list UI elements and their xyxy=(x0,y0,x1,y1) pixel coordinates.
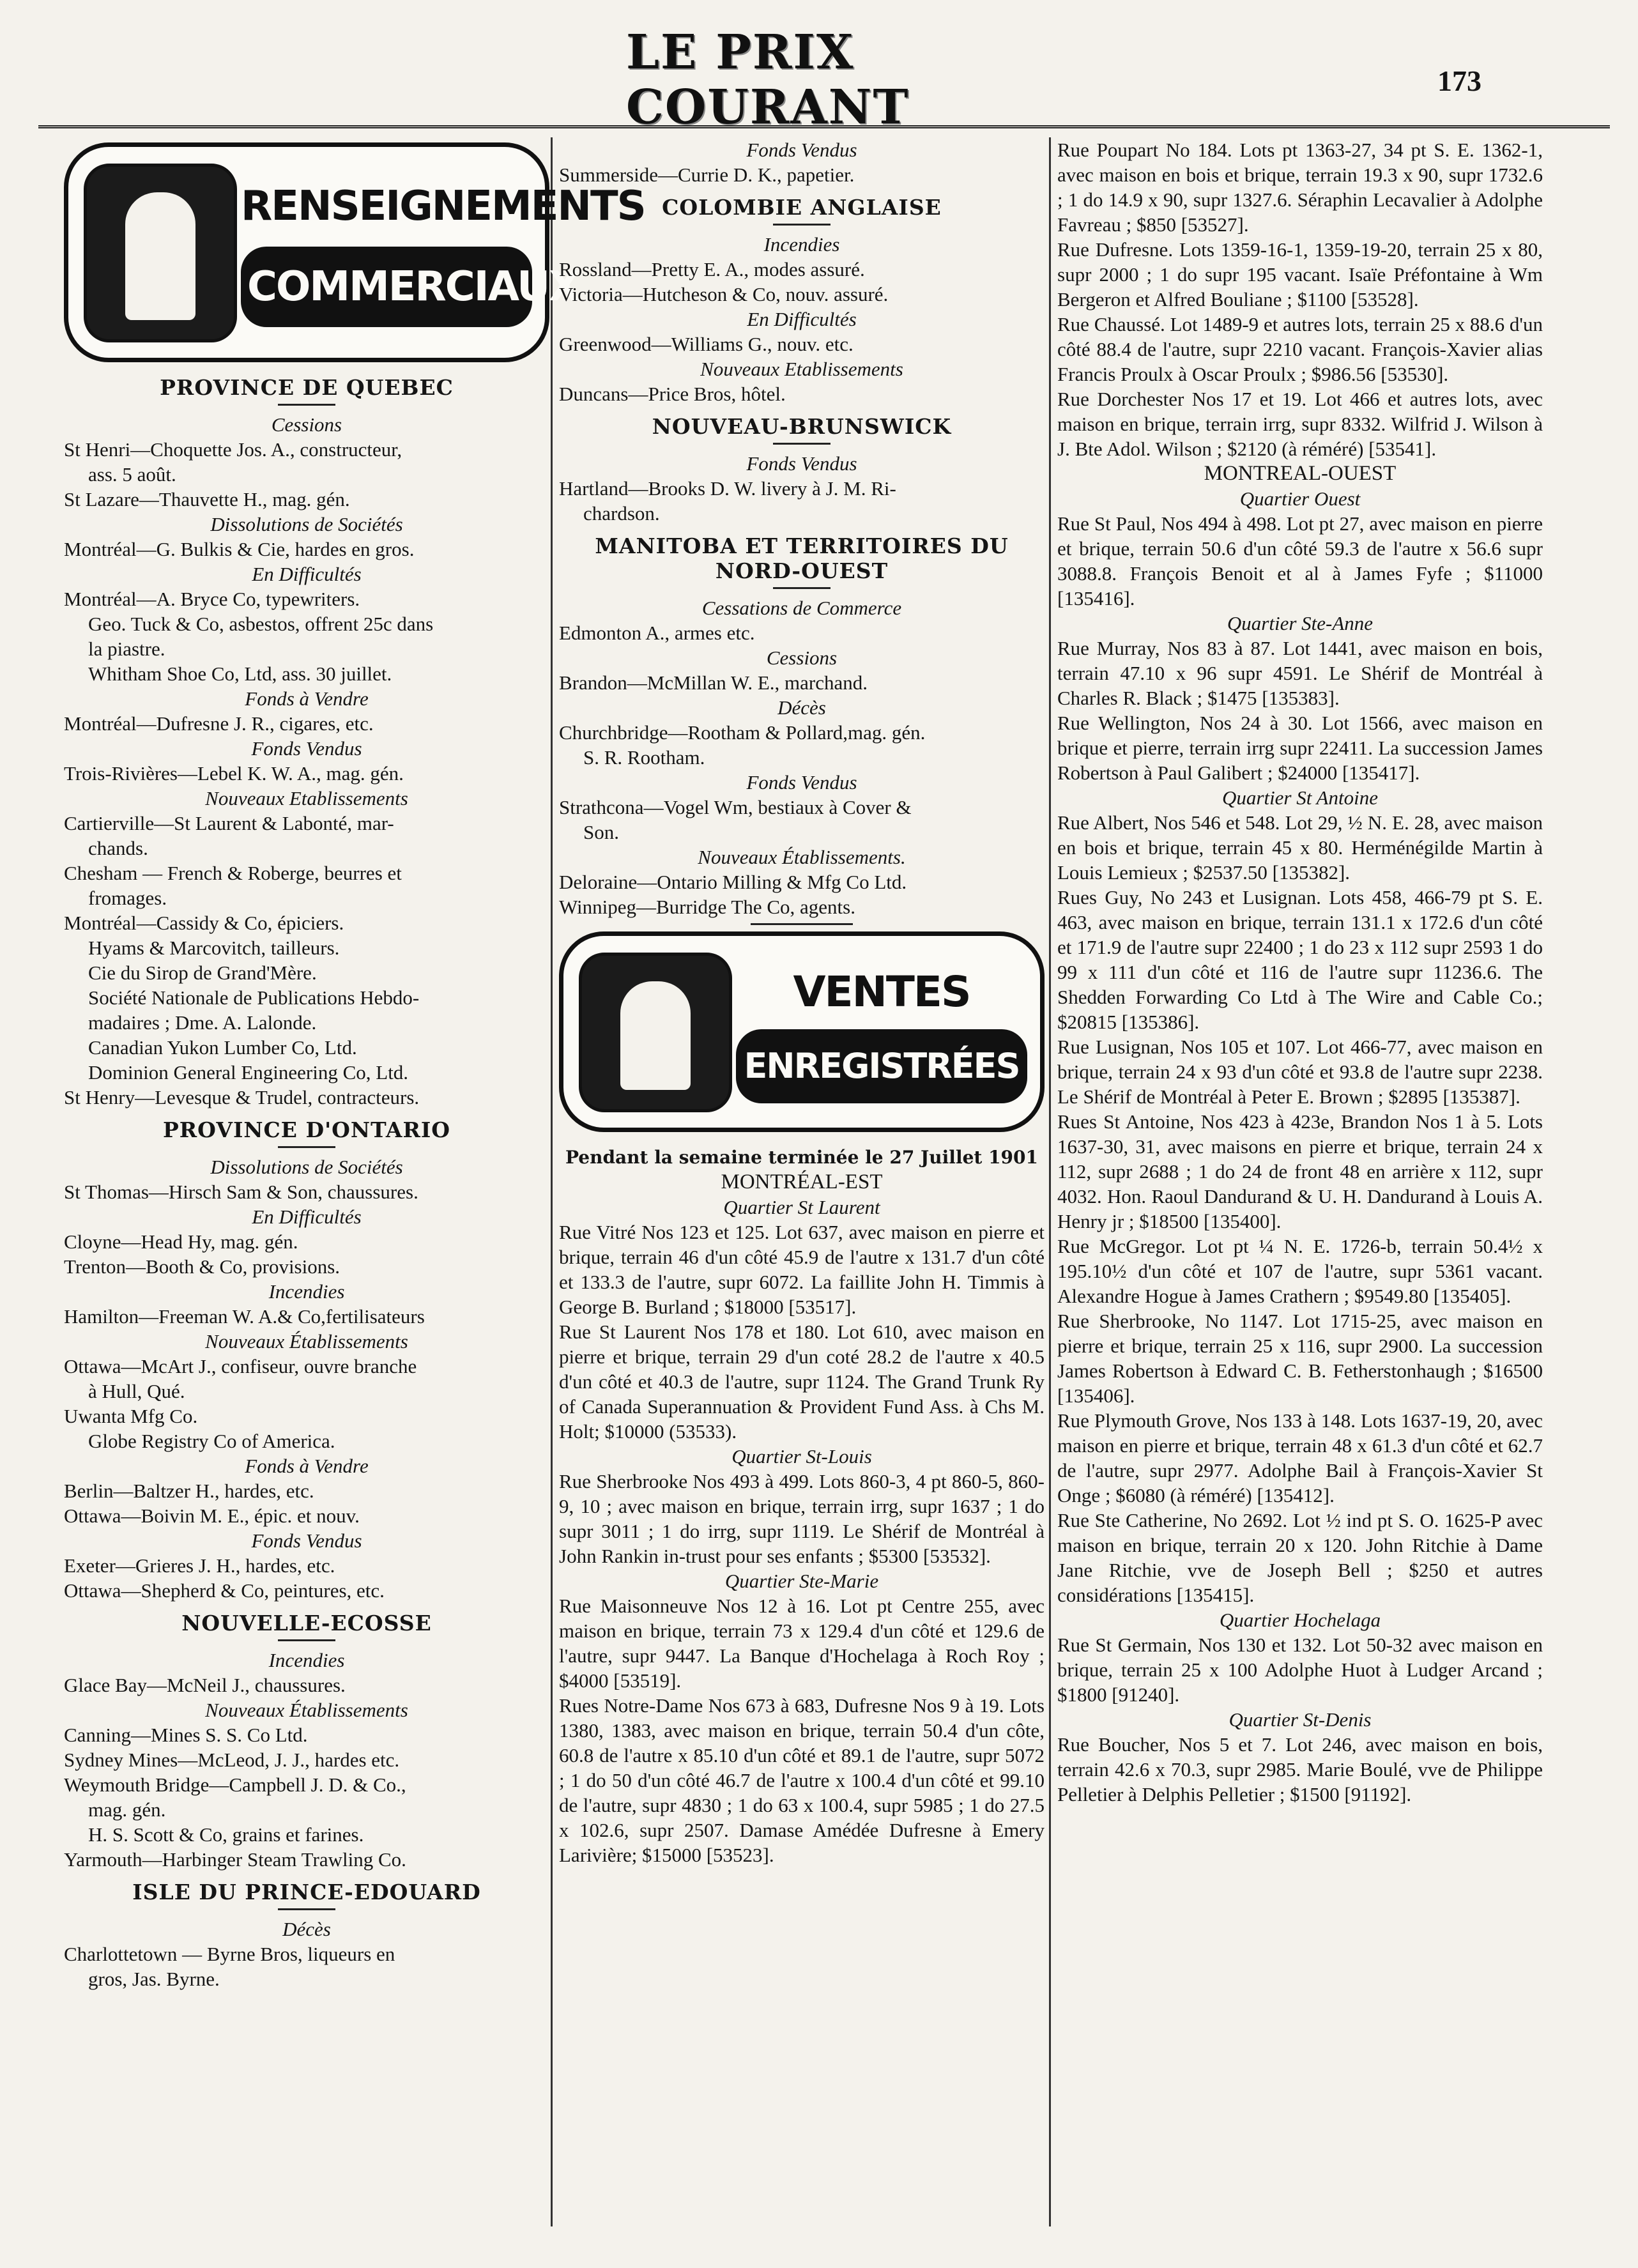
subheading: En Difficultés xyxy=(747,308,857,330)
entry: Uwanta Mfg Co. xyxy=(64,1405,198,1427)
sale-record: Rues St Antoine, Nos 423 à 423e, Brandon Nos 1 à 5. Lots 1637-30, 31, avec maisons en pierre et brique, terrain 24 x 112, supr 2688 ; 1 do 24 de front 48 en arrière x 112, supr 4032. Hon. Raoul Dandurand & U. H. Dandurand à Louis A. Henry jr ; $18500 [135400]. xyxy=(1057,1110,1543,1232)
banner-line-2: COMMERCIAUX xyxy=(241,247,532,327)
quarter-heading: Quartier St-Louis xyxy=(731,1445,872,1467)
subheading: Cessions xyxy=(271,413,342,436)
entry: S. R. Rootham. xyxy=(583,746,705,769)
entry: Ottawa—Shepherd & Co, peintures, etc. xyxy=(64,1579,385,1602)
entry: Ottawa—McArt J., confiseur, ouvre branche xyxy=(64,1355,417,1377)
district-title: MONTRÉAL-EST xyxy=(721,1170,883,1193)
subheading: Nouveaux Etablissements xyxy=(205,787,408,809)
subheading: En Difficultés xyxy=(252,1206,362,1228)
quarter-heading: Quartier St-Denis xyxy=(1228,1708,1372,1731)
entry: Son. xyxy=(583,821,619,843)
entry: Société Nationale de Publications Hebdo- xyxy=(88,986,420,1009)
sale-record: Rue Murray, Nos 83 à 87. Lot 1441, avec maison en bois, terrain 47.10 x 96 supr 4591. Le Shérif de Montréal à Charles R. Black ; $1475 [135383]. xyxy=(1057,637,1543,709)
sale-record: Rue Wellington, Nos 24 à 30. Lot 1566, avec maison en brique et pierre, terrain irrg supr 22411. La succession James Robertson à Paul Galibert ; $24000 [135417]. xyxy=(1057,712,1543,784)
entry: Rossland—Pretty E. A., modes assuré. xyxy=(559,258,865,280)
subheading: Nouveaux Établissements xyxy=(205,1330,408,1352)
subheading: Dissolutions de Sociétés xyxy=(210,1156,403,1178)
entry: chardson. xyxy=(583,502,660,525)
entry: Churchbridge—Rootham & Pollard,mag. gén. xyxy=(559,721,926,744)
quarter-heading: Quartier Hochelaga xyxy=(1219,1609,1381,1631)
subheading: En Difficultés xyxy=(252,563,362,585)
subheading: Fonds Vendus xyxy=(251,737,362,760)
banner-line-2: ENREGISTRÉES xyxy=(736,1029,1027,1103)
sale-record: Rue Plymouth Grove, Nos 133 à 148. Lots 1637-19, 20, avec maison en pierre et brique, terrain 48 x 61.3 d'un côté et 62.7 de l'autre, supr 2977. Adolphe Bail à François-Xavier St Onge ; $6080 (à réméré) [135412]. xyxy=(1057,1409,1543,1506)
section-title: ISLE DU PRINCE-EDOUARD xyxy=(132,1880,481,1904)
sale-record: Rue Dorchester Nos 17 et 19. Lot 466 et autres lots, avec maison en brique, terrain irrg, supr 8332. Wilfrid J. Wilson à J. Bte Adol. Wilson ; $2120 (à réméré) [53541]. xyxy=(1057,388,1543,460)
subheading: Fonds Vendus xyxy=(746,452,857,475)
page-number: 173 xyxy=(1437,65,1481,97)
entry: Brandon—McMillan W. E., marchand. xyxy=(559,671,868,694)
clerk-illustration xyxy=(84,164,237,342)
sale-record: Rue St Germain, Nos 130 et 132. Lot 50-32 avec maison en brique, terrain 25 x 100 Adolphe Huot à Ludger Arcand ; $1800 [91240]. xyxy=(1057,1634,1543,1706)
column-3 xyxy=(1057,137,1543,2226)
entry: Deloraine—Ontario Milling & Mfg Co Ltd. xyxy=(559,871,907,893)
quarter-heading: Quartier Ste-Marie xyxy=(724,1570,879,1592)
district-title: MONTREAL-OUEST xyxy=(1204,462,1397,485)
banner-line-1: RENSEIGNEMENTS xyxy=(241,183,645,230)
sale-record: Rues Guy, No 243 et Lusignan. Lots 458, 466-79 pt S. E. 463, avec maison en brique, terrain 131.1 x 172.6 d'un côté et 171.9 de l'autre supr 22400 ; 1 do 23 x 112 supr 2593 1 do 99 x 111 d'un côté et 116 de l'autre supr 11236.6. The Shedden Forwarding Co Ltd à The Wire and Cable Co.; $20815 [135386]. xyxy=(1057,886,1543,1033)
subheading: Fonds à Vendre xyxy=(245,1455,369,1477)
entry: Strathcona—Vogel Wm, bestiaux à Cover & xyxy=(559,796,912,818)
subheading: Fonds Vendus xyxy=(746,771,857,793)
section-title: PROVINCE D'ONTARIO xyxy=(162,1117,451,1142)
section-title: NOUVELLE-ECOSSE xyxy=(181,1611,432,1636)
sale-record: Rue Albert, Nos 546 et 548. Lot 29, ½ N. E. 28, avec maison en bois et brique, terrain 45 x 80. Herménégilde Martin à Louis Lemieux ; $2537.50 [135382]. xyxy=(1057,811,1543,884)
entry: madaires ; Dme. A. Lalonde. xyxy=(88,1011,317,1034)
sale-record: Rue St Paul, Nos 494 à 498. Lot pt 27, avec maison en pierre et brique, terrain 50.6 d'un côté 59.3 de l'autre x 56.6 supr 3088.8. François Benoit et al à James Fyfe ; $11000 [135416]. xyxy=(1057,512,1543,609)
quarter-heading: Quartier St Laurent xyxy=(723,1196,880,1218)
column-2 xyxy=(559,137,1045,2226)
sale-record: Rue Sherbrooke, No 1147. Lot 1715-25, avec maison en pierre et brique, terrain 25 x 116, supr 2900. La succession James Robertson à Edward C. B. Fetherstonhaugh ; $16500 [135406]. xyxy=(1057,1310,1543,1407)
sale-record: Rues Notre-Dame Nos 673 à 683, Dufresne Nos 9 à 19. Lots 1380, 1383, avec maison en brique, terrain 50.4 d'un côte, 60.8 de l'autre x 85.10 d'un côté et 89.1 de l'autre, supr 5072 ; 1 do 50 d'un côté 46.7 de l'autre x 100.4 d'un côté et 99.10 de l'autre, supr 4830 ; 1 do 63 x 100.4, supr 5985 ; 1 do 27.5 x 102.6, supr 2507. Damase Amédée Dufresne à Emery Larivière; $15000 [53523]. xyxy=(559,1694,1045,1866)
subheading: Fonds à Vendre xyxy=(245,687,369,710)
quarter-heading: Quartier Ouest xyxy=(1239,487,1361,510)
entry: Weymouth Bridge—Campbell J. D. & Co., xyxy=(64,1774,406,1796)
quarter-heading: Quartier St Antoine xyxy=(1222,786,1378,809)
section-title: NORD-OUEST xyxy=(715,558,889,583)
entry: Cartierville—St Laurent & Labonté, mar- xyxy=(64,812,394,834)
entry: H. S. Scott & Co, grains et farines. xyxy=(88,1823,364,1846)
entry: Glace Bay—McNeil J., chaussures. xyxy=(64,1674,346,1696)
entry: Dominion General Engineering Co, Ltd. xyxy=(88,1061,409,1084)
sale-record: Rue Chaussé. Lot 1489-9 et autres lots, terrain 25 x 88.6 d'un côté 88.4 de l'autre, supr 2210 vacant. François-Xavier alias Francis Proulx à Oscar Proulx ; $986.56 [53530]. xyxy=(1057,313,1543,385)
entry: Whitham Shoe Co, Ltd, ass. 30 juillet. xyxy=(88,663,392,685)
section-title: PROVINCE DE QUEBEC xyxy=(160,375,454,400)
entry: la piastre. xyxy=(88,638,165,660)
subheading: Dissolutions de Sociétés xyxy=(210,513,403,535)
subheading: Cessions xyxy=(766,647,838,669)
entry: Montréal—A. Bryce Co, typewriters. xyxy=(64,588,360,610)
entry: ass. 5 août. xyxy=(88,463,176,486)
entry: Duncans—Price Bros, hôtel. xyxy=(559,383,786,405)
entry: Montréal—Cassidy & Co, épiciers. xyxy=(64,912,344,934)
entry: Sydney Mines—McLeod, J. J., hardes etc. xyxy=(64,1749,400,1771)
subheading: Nouveaux Etablissements xyxy=(700,358,903,380)
entry: Trenton—Booth & Co, provisions. xyxy=(64,1255,341,1278)
quarter-heading: Quartier Ste-Anne xyxy=(1227,612,1374,634)
entry: St Henri—Choquette Jos. A., constructeur, xyxy=(64,438,402,461)
entry: Montréal—Dufresne J. R., cigares, etc. xyxy=(64,712,374,735)
entry: Hyams & Marcovitch, tailleurs. xyxy=(88,937,340,959)
entry: Summerside—Currie D. K., papetier. xyxy=(559,164,855,186)
entry: chands. xyxy=(88,837,148,859)
entry: Yarmouth—Harbinger Steam Trawling Co. xyxy=(64,1848,406,1871)
subheading: Nouveaux Établissements. xyxy=(698,846,906,868)
entry: Exeter—Grieres J. H., hardes, etc. xyxy=(64,1554,335,1577)
subheading: Décès xyxy=(282,1918,331,1940)
subheading: Décès xyxy=(777,696,826,719)
section-title: NOUVEAU-BRUNSWICK xyxy=(652,414,952,439)
section-title: MANITOBA ET TERRITOIRES DU xyxy=(595,533,1009,558)
entry: Charlottetown — Byrne Bros, liqueurs en xyxy=(64,1943,395,1965)
entry: Canadian Yukon Lumber Co, Ltd. xyxy=(88,1036,357,1059)
entry: Montréal—G. Bulkis & Cie, hardes en gros. xyxy=(64,538,415,560)
entry: Cie du Sirop de Grand'Mère. xyxy=(88,962,317,984)
entry: Trois-Rivières—Lebel K. W. A., mag. gén. xyxy=(64,762,404,785)
entry: mag. gén. xyxy=(88,1798,166,1821)
sale-record: Rue Maisonneuve Nos 12 à 16. Lot pt Centre 255, avec maison en brique, terrain 73 x 129.4 d'un côté et 129.6 de l'autre, supr 9447. La Banque d'Hochelaga à Roch Roy ; $4000 [53519]. xyxy=(559,1595,1045,1692)
entry: gros, Jas. Byrne. xyxy=(88,1968,220,1990)
entry: Greenwood—Williams G., nouv. etc. xyxy=(559,333,853,355)
subheading: Nouveaux Établissements xyxy=(205,1699,408,1721)
subheading: Fonds Vendus xyxy=(251,1529,362,1552)
subheading: Incendies xyxy=(268,1649,345,1671)
sale-record: Rue Dufresne. Lots 1359-16-1, 1359-19-20, terrain 25 x 80, supr 2000 ; 1 do supr 195 vacant. Isaïe Préfontaine à Wm Bergeron et Alfred Bouliane ; $1100 [53528]. xyxy=(1057,238,1543,310)
entry: Canning—Mines S. S. Co Ltd. xyxy=(64,1724,308,1746)
entry: Berlin—Baltzer H., hardes, etc. xyxy=(64,1480,314,1502)
subheading: Incendies xyxy=(763,233,840,256)
sale-record: Rue Poupart No 184. Lots pt 1363-27, 34 pt S. E. 1362-1, avec maison en bois et brique, terrain 19.3 x 90, supr 1732.6 ; 1 do 14.9 x 90, supr 1327.6. Séraphin Lecavalier à Adolphe Favreau ; $850 [53527]. xyxy=(1057,139,1543,236)
entry: St Lazare—Thauvette H., mag. gén. xyxy=(64,488,350,510)
entry: Geo. Tuck & Co, asbestos, offrent 25c dans xyxy=(88,613,434,635)
banner-line-1: VENTES xyxy=(793,967,970,1016)
sale-record: Rue St Laurent Nos 178 et 180. Lot 610, avec maison en pierre et brique, terrain 29 d'un coté 28.2 de l'autre x 40.5 d'un côté et 40.3 de l'autre, supr 1124. The Grand Trunk Ry of Canada Superannuation & Provident Fund Ass. à Chs M. Holt; $10000 (53533). xyxy=(559,1321,1045,1443)
entry: Chesham — French & Roberge, beurres et xyxy=(64,862,402,884)
entry: Cloyne—Head Hy, mag. gén. xyxy=(64,1230,298,1253)
entry: St Thomas—Hirsch Sam & Son, chaussures. xyxy=(64,1181,418,1203)
sale-record: Rue Ste Catherine, No 2692. Lot ½ ind pt S. O. 1625-P avec maison en brique, terrain 20 x 120. John Ritchie à Dame Jane Ritchie, vve de Joseph Bell ; $250 et autres considérations [135415]. xyxy=(1057,1509,1543,1606)
sale-record: Rue Vitré Nos 123 et 125. Lot 637, avec maison en pierre et brique, terrain 46 d'un côté 45.9 de l'autre x 131.7 d'un côté et 133.3 de l'autre, supr 6072. La faillite John H. Timmis à George B. Burland ; $18000 [53517]. xyxy=(559,1221,1045,1318)
entry: à Hull, Qué. xyxy=(88,1380,185,1402)
sale-record: Rue Lusignan, Nos 105 et 107. Lot 466-77, avec maison en brique, terrain 24 x 93 d'un côté et 93.8 de l'autre supr 2238. Le Shérif de Montréal à Peter E. Brown ; $2895 [135387]. xyxy=(1057,1036,1543,1108)
renseignements-banner xyxy=(64,142,645,362)
entry: St Henry—Levesque & Trudel, contracteurs. xyxy=(64,1086,420,1108)
entry: Winnipeg—Burridge The Co, agents. xyxy=(559,896,855,918)
entry: Edmonton A., armes etc. xyxy=(559,622,755,644)
ventes-banner xyxy=(559,931,1045,1132)
column-divider xyxy=(551,137,553,2226)
entry: Globe Registry Co of America. xyxy=(88,1430,335,1452)
masthead: LE PRIX COURANT xyxy=(626,25,910,135)
sale-record: Rue Sherbrooke Nos 493 à 499. Lots 860-3, 4 pt 860-5, 860-9, 10 ; avec maison en brique, terrain irrg, supr 1637 ; 1 do supr 3011 ; 1 do irrg, supr 1119. Le Shérif de Montréal à John Rankin in-trust pour ses enfants ; $5300 [53532]. xyxy=(559,1470,1045,1567)
section-title: COLOMBIE ANGLAISE xyxy=(662,195,942,220)
entry: Hartland—Brooks D. W. livery à J. M. Ri- xyxy=(559,477,896,500)
sale-record: Rue McGregor. Lot pt ¼ N. E. 1726-b, terrain 50.4½ x 195.10½ d'un côté et 107 de l'autre, supr 5361 vacant. Alexandre Hogue à James Crathern ; $9549.80 [135405]. xyxy=(1057,1235,1543,1307)
sale-record: Rue Boucher, Nos 5 et 7. Lot 246, avec maison en bois, terrain 42.6 x 70.3, supr 2985. Marie Boulé, vve de Philippe Pelletier à Delphis Pelletier ; $1500 [91192]. xyxy=(1057,1733,1543,1805)
entry: Victoria—Hutcheson & Co, nouv. assuré. xyxy=(559,283,889,305)
subheading: Incendies xyxy=(268,1280,345,1303)
column-divider xyxy=(1049,137,1051,2226)
entry: Hamilton—Freeman W. A.& Co,fertilisateurs xyxy=(64,1305,425,1328)
entry: Ottawa—Boivin M. E., épic. et nouv. xyxy=(64,1505,360,1527)
top-rule xyxy=(38,125,1610,128)
entry: fromages. xyxy=(88,887,167,909)
subheading: Cessations de Commerce xyxy=(701,597,902,619)
subheading: Fonds Vendus xyxy=(746,139,857,161)
seller-illustration xyxy=(579,953,732,1112)
week-caption: Pendant la semaine terminée le 27 Juillet 1901 xyxy=(565,1147,1039,1168)
